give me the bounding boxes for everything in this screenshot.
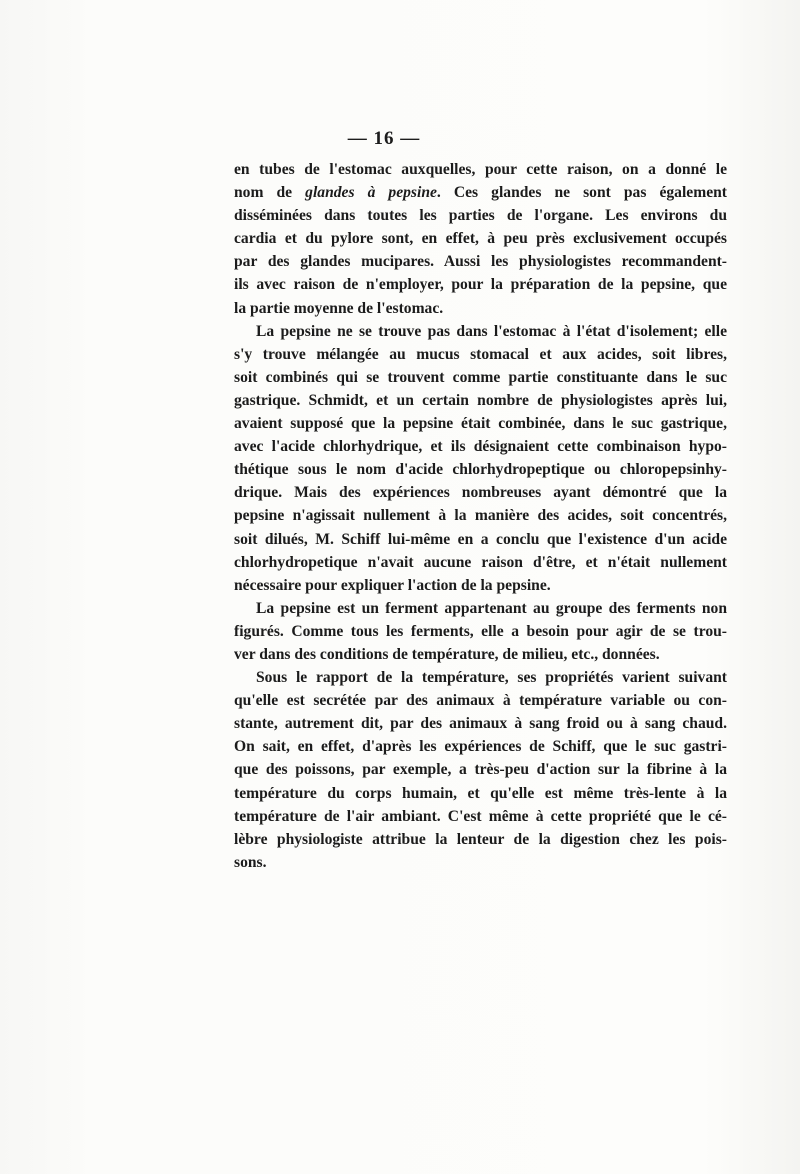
text-line: ils avec raison de n'employer, pour la préparation de la pepsine, que [234,276,727,294]
paragraph [234,320,727,597]
text-line: disséminées dans toutes les parties de l'organe. Les environs du [234,207,727,225]
text-line: que des poissons, par exemple, a très-peu d'action sur la fibrine à la [234,761,727,779]
text-line: On sait, en effet, d'après les expériences de Schiff, que le suc gastri- [234,738,727,756]
text-line: Sous le rapport de la température, ses propriétés varient suivant [256,669,727,687]
text-line: thétique sous le nom d'acide chlorhydropeptique ou chloropepsinhy- [234,461,727,479]
text-line: par des glandes mucipares. Aussi les physiologistes recommandent- [234,253,727,271]
text-line: s'y trouve mélangée au mucus stomacal et aux acides, soit libres, [234,345,727,363]
text-line: cardia et du pylore sont, en effet, à peu près exclusivement occupés [234,230,727,248]
text-line: figurés. Comme tous les ferments, elle a besoin pour agir de se trou- [234,622,727,640]
text-line: en tubes de l'estomac auxquelles, pour cette raison, on a donné le [234,161,727,178]
text-line: ver dans des conditions de température, de milieu, etc., données. [234,645,660,663]
text-line: La pepsine est un ferment appartenant au groupe des ferments non [256,599,727,617]
body-text [234,158,727,874]
text-line: gastrique. Schmidt, et un certain nombre de physiologistes après lui, [234,391,727,409]
text-line: La pepsine ne se trouve pas dans l'estomac à l'état d'isolement; elle [256,322,727,340]
paragraph [234,158,727,320]
text-line: nom de glandes à pepsine. Ces glandes ne sont pas également [234,184,727,202]
text-line: soit dilués, M. Schiff lui-même en a conclu que l'existence d'un acide [234,530,727,548]
page-number: — 16 — [347,128,421,149]
paragraph [234,666,727,874]
text-line: soit combinés qui se trouvent comme partie constituante dans le suc [234,368,727,386]
text-line: nécessaire pour expliquer l'action de la pepsine. [234,576,551,594]
text-line: drique. Mais des expériences nombreuses ayant démontré que la [234,484,727,502]
text-line: chlorhydropetique n'avait aucune raison d'être, et n'était nullement [234,553,727,571]
text-line: qu'elle est secrétée par des animaux à température variable ou con- [234,692,727,710]
text-line: température du corps humain, et qu'elle est même très-lente à la [234,784,727,802]
text-line: avec l'acide chlorhydrique, et ils désignaient cette combinaison hypo- [234,438,727,456]
text-line: avaient supposé que la pepsine était combinée, dans le suc gastrique, [234,415,727,433]
text-line: la partie moyenne de l'estomac. [234,299,444,317]
text-line: température de l'air ambiant. C'est même à cette propriété que le cé- [234,807,727,825]
paragraph [234,597,727,666]
text-line: pepsine n'agissait nullement à la manière des acides, soit concentrés, [234,507,727,525]
text-line: stante, autrement dit, par des animaux à sang froid ou à sang chaud. [234,715,727,733]
text-line: lèbre physiologiste attribue la lenteur de la digestion chez les pois- [234,830,727,848]
text-line: sons. [234,853,267,871]
